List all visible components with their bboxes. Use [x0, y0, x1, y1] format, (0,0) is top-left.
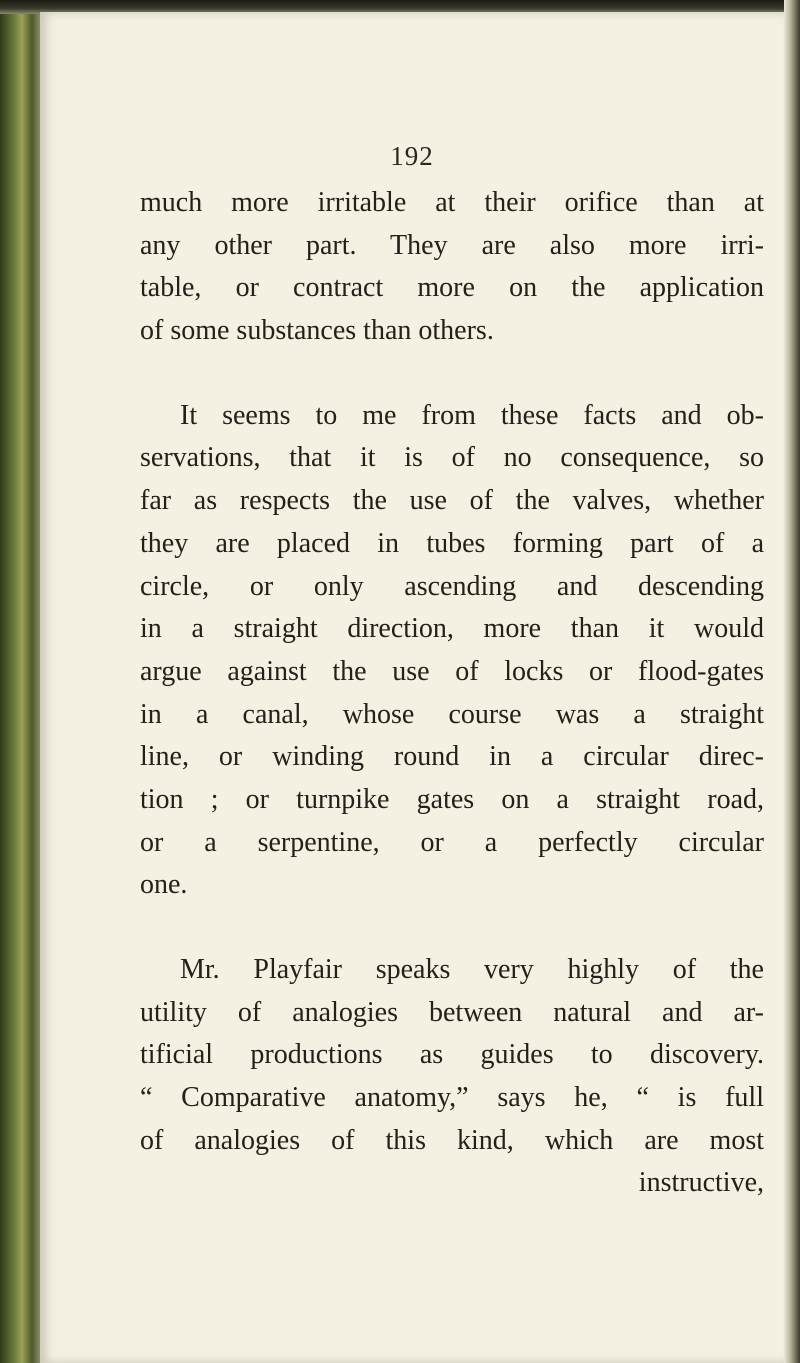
- text-line: servations, that it is of no consequence, so: [140, 442, 764, 474]
- text-line: in a canal, whose course was a straight: [140, 698, 764, 730]
- text-line: line, or winding round in a circular direc-: [140, 741, 764, 773]
- page-right-edge: [784, 0, 800, 1363]
- text-line: It seems to me from these facts and ob-: [180, 399, 764, 431]
- text-line: far as respects the use of the valves, whether: [140, 485, 764, 517]
- book-binding: [0, 0, 40, 1363]
- text-line: they are placed in tubes forming part of a: [140, 527, 764, 559]
- text-line: tificial productions as guides to discovery.: [140, 1039, 764, 1071]
- text-line: or a serpentine, or a perfectly circular: [140, 826, 764, 858]
- text-line: “ Comparative anatomy,” says he, “ is full: [140, 1082, 764, 1114]
- paragraph-3: [140, 949, 764, 1205]
- text-line: table, or contract more on the application: [140, 272, 764, 304]
- paragraph-1: [140, 182, 764, 353]
- paragraph-2: [140, 395, 764, 907]
- catchword: instructive,: [638, 1167, 764, 1199]
- text-line: argue against the use of locks or flood-gates: [140, 655, 764, 687]
- text-line: any other part. They are also more irri-: [140, 229, 764, 261]
- paragraph-gap: [140, 353, 764, 395]
- text-line: one.: [140, 869, 188, 901]
- text-line: tion ; or turnpike gates on a straight road,: [140, 783, 764, 815]
- paragraph-gap: [140, 907, 764, 949]
- body-text: [140, 182, 764, 1205]
- text-line: circle, or only ascending and descending: [140, 570, 764, 602]
- page-number: 192: [390, 141, 434, 171]
- text-line: of analogies of this kind, which are most: [140, 1124, 764, 1156]
- text-line: in a straight direction, more than it would: [140, 613, 764, 645]
- book-page: [40, 12, 784, 1363]
- text-line: Mr. Playfair speaks very highly of the: [180, 954, 764, 985]
- text-line: utility of analogies between natural and ar-: [140, 996, 764, 1028]
- text-line: much more irritable at their orifice than at: [140, 187, 764, 218]
- text-line: of some substances than others.: [140, 315, 494, 347]
